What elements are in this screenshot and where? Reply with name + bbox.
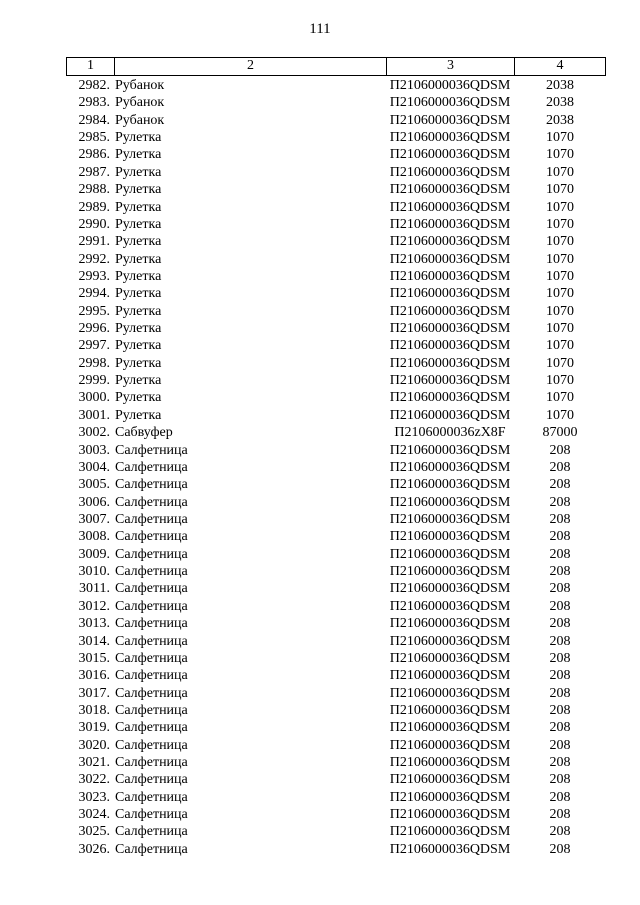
row-number: 3008. xyxy=(78,529,110,545)
item-quantity: 208 xyxy=(549,459,571,475)
item-name: Салфетница xyxy=(115,789,188,805)
table-row xyxy=(66,77,606,94)
item-code: П2106000036QDSM xyxy=(389,286,511,302)
item-quantity: 208 xyxy=(549,772,571,788)
item-name: Салфетница xyxy=(115,772,188,788)
row-number: 3017. xyxy=(78,685,110,701)
table-row xyxy=(66,146,606,163)
table-row xyxy=(66,424,606,441)
item-quantity: 208 xyxy=(549,477,571,493)
row-number: 3026. xyxy=(78,841,110,857)
table-row xyxy=(66,650,606,667)
table-header xyxy=(66,57,606,76)
item-code: П2106000036QDSM xyxy=(389,702,511,718)
row-number: 3005. xyxy=(78,477,110,493)
table-row xyxy=(66,129,606,146)
item-code: П2106000036QDSM xyxy=(389,407,511,423)
row-number: 3020. xyxy=(78,737,110,753)
item-name: Рулетка xyxy=(115,130,162,146)
table-row xyxy=(66,251,606,268)
row-number: 3006. xyxy=(78,494,110,510)
row-number: 3013. xyxy=(78,616,110,632)
row-number: 2997. xyxy=(78,338,110,354)
row-number: 3015. xyxy=(78,650,110,666)
item-name: Салфетница xyxy=(115,807,188,823)
item-quantity: 1070 xyxy=(546,321,574,337)
item-code: П2106000036QDSM xyxy=(389,338,511,354)
row-number: 3022. xyxy=(78,772,110,788)
row-number: 3025. xyxy=(78,824,110,840)
table-row xyxy=(66,719,606,736)
item-name: Салфетница xyxy=(115,477,188,493)
item-code: П2106000036QDSM xyxy=(389,755,511,771)
item-name: Рубанок xyxy=(115,78,165,93)
row-number: 2984. xyxy=(78,112,110,128)
table-row xyxy=(66,737,606,754)
item-name: Рулетка xyxy=(115,164,162,180)
row-number: 3012. xyxy=(78,598,110,614)
item-quantity: 208 xyxy=(549,650,571,666)
item-quantity: 208 xyxy=(549,442,571,458)
item-code: П2106000036QDSM xyxy=(389,529,511,545)
item-code: П2106000036QDSM xyxy=(389,546,511,562)
item-quantity: 1070 xyxy=(546,390,574,406)
item-quantity: 208 xyxy=(549,616,571,632)
table-row xyxy=(66,841,606,858)
table-row xyxy=(66,355,606,372)
column-header-2: 2 xyxy=(114,58,386,75)
item-code: П2106000036QDSM xyxy=(389,303,511,319)
table-row xyxy=(66,337,606,354)
item-name: Рулетка xyxy=(115,147,162,163)
item-name: Сабвуфер xyxy=(115,425,173,441)
item-name: Рулетка xyxy=(115,338,162,354)
item-quantity: 1070 xyxy=(546,338,574,354)
item-quantity: 208 xyxy=(549,494,571,510)
item-name: Рулетка xyxy=(115,216,162,232)
row-number: 2994. xyxy=(78,286,110,302)
row-number: 2990. xyxy=(78,216,110,232)
table-row xyxy=(66,494,606,511)
row-number: 2986. xyxy=(78,147,110,163)
item-name: Рубанок xyxy=(115,112,165,128)
item-name: Салфетница xyxy=(115,459,188,475)
item-quantity: 208 xyxy=(549,685,571,701)
item-name: Рулетка xyxy=(115,321,162,337)
item-code: П2106000036QDSM xyxy=(389,494,511,510)
item-name: Салфетница xyxy=(115,633,188,649)
table-row xyxy=(66,702,606,719)
table-row xyxy=(66,285,606,302)
item-name: Салфетница xyxy=(115,668,188,684)
row-number: 2988. xyxy=(78,182,110,198)
table-row xyxy=(66,320,606,337)
item-name: Рулетка xyxy=(115,268,162,284)
row-number: 2991. xyxy=(78,234,110,250)
item-quantity: 208 xyxy=(549,737,571,753)
row-number: 3001. xyxy=(78,407,110,423)
item-code: П2106000036QDSM xyxy=(389,564,511,580)
table-row xyxy=(66,563,606,580)
item-code: П2106000036QDSM xyxy=(389,373,511,389)
item-quantity: 1070 xyxy=(546,216,574,232)
item-name: Рулетка xyxy=(115,234,162,250)
item-name: Салфетница xyxy=(115,616,188,632)
row-number: 2996. xyxy=(78,321,110,337)
item-name: Салфетница xyxy=(115,564,188,580)
table-row xyxy=(66,112,606,129)
item-quantity: 208 xyxy=(549,789,571,805)
item-quantity: 2038 xyxy=(546,112,574,128)
item-quantity: 208 xyxy=(549,702,571,718)
item-quantity: 208 xyxy=(549,581,571,597)
item-quantity: 1070 xyxy=(546,199,574,215)
item-name: Рубанок xyxy=(115,95,165,111)
item-quantity: 1070 xyxy=(546,303,574,319)
item-name: Салфетница xyxy=(115,737,188,753)
row-number: 3000. xyxy=(78,390,110,406)
item-code: П2106000036QDSM xyxy=(389,164,511,180)
item-code: П2106000036QDSM xyxy=(389,633,511,649)
item-code: П2106000036QDSM xyxy=(389,459,511,475)
item-code: П2106000036QDSM xyxy=(389,772,511,788)
item-name: Салфетница xyxy=(115,824,188,840)
item-code: П2106000036QDSM xyxy=(389,668,511,684)
row-number: 3024. xyxy=(78,807,110,823)
row-number: 3016. xyxy=(78,668,110,684)
item-name: Салфетница xyxy=(115,511,188,527)
item-name: Салфетница xyxy=(115,841,188,857)
item-quantity: 208 xyxy=(549,668,571,684)
item-name: Салфетница xyxy=(115,685,188,701)
item-quantity: 208 xyxy=(549,529,571,545)
table-row xyxy=(66,615,606,632)
item-code: П2106000036QDSM xyxy=(389,737,511,753)
table-row xyxy=(66,216,606,233)
item-quantity: 2038 xyxy=(546,95,574,111)
item-name: Салфетница xyxy=(115,650,188,666)
table-row xyxy=(66,528,606,545)
item-code: П2106000036QDSM xyxy=(389,598,511,614)
table-row xyxy=(66,806,606,823)
table-row xyxy=(66,546,606,563)
table-row xyxy=(66,389,606,406)
table-row xyxy=(66,459,606,476)
item-code: П2106000036QDSM xyxy=(389,130,511,146)
item-quantity: 1070 xyxy=(546,234,574,250)
row-number: 3023. xyxy=(78,789,110,805)
table-row xyxy=(66,771,606,788)
item-name: Рулетка xyxy=(115,373,162,389)
item-quantity: 1070 xyxy=(546,130,574,146)
item-code: П2106000036QDSM xyxy=(389,321,511,337)
item-quantity: 1070 xyxy=(546,251,574,267)
item-code: П2106000036QDSM xyxy=(389,112,511,128)
item-quantity: 208 xyxy=(549,598,571,614)
item-quantity: 208 xyxy=(549,824,571,840)
table-row xyxy=(66,372,606,389)
item-name: Рулетка xyxy=(115,407,162,423)
row-number: 3010. xyxy=(78,564,110,580)
row-number: 3021. xyxy=(78,755,110,771)
item-code: П2106000036zX8F xyxy=(394,425,506,441)
row-number: 2992. xyxy=(78,251,110,267)
row-number: 3003. xyxy=(78,442,110,458)
item-quantity: 208 xyxy=(549,564,571,580)
table-row xyxy=(66,233,606,250)
row-number: 2983. xyxy=(78,95,110,111)
row-number: 2999. xyxy=(78,373,110,389)
item-name: Рулетка xyxy=(115,286,162,302)
row-number: 3011. xyxy=(79,581,110,597)
row-number: 3004. xyxy=(78,459,110,475)
row-number: 2982. xyxy=(78,78,110,93)
item-code: П2106000036QDSM xyxy=(389,685,511,701)
row-number: 2985. xyxy=(78,130,110,146)
item-code: П2106000036QDSM xyxy=(389,147,511,163)
column-header-3: 3 xyxy=(386,58,514,75)
item-code: П2106000036QDSM xyxy=(389,234,511,250)
table-body xyxy=(66,77,606,858)
table-row xyxy=(66,789,606,806)
item-quantity: 208 xyxy=(549,755,571,771)
item-code: П2106000036QDSM xyxy=(389,511,511,527)
item-code: П2106000036QDSM xyxy=(389,807,511,823)
item-name: Салфетница xyxy=(115,529,188,545)
table-row xyxy=(66,511,606,528)
table-row xyxy=(66,598,606,615)
item-quantity: 1070 xyxy=(546,355,574,371)
item-quantity: 87000 xyxy=(542,425,578,441)
table-row xyxy=(66,268,606,285)
row-number: 2987. xyxy=(78,164,110,180)
item-code: П2106000036QDSM xyxy=(389,616,511,632)
table-row xyxy=(66,580,606,597)
item-code: П2106000036QDSM xyxy=(389,720,511,736)
item-quantity: 1070 xyxy=(546,286,574,302)
row-number: 3014. xyxy=(78,633,110,649)
row-number: 2993. xyxy=(78,268,110,284)
item-name: Салфетница xyxy=(115,702,188,718)
item-code: П2106000036QDSM xyxy=(389,442,511,458)
item-quantity: 1070 xyxy=(546,268,574,284)
item-quantity: 1070 xyxy=(546,407,574,423)
item-quantity: 208 xyxy=(549,511,571,527)
table-row xyxy=(66,476,606,493)
item-code: П2106000036QDSM xyxy=(389,581,511,597)
row-number: 2989. xyxy=(78,199,110,215)
item-code: П2106000036QDSM xyxy=(389,199,511,215)
item-name: Салфетница xyxy=(115,494,188,510)
table-row xyxy=(66,667,606,684)
row-number: 3002. xyxy=(78,425,110,441)
item-quantity: 208 xyxy=(549,633,571,649)
table-row xyxy=(66,199,606,216)
item-code: П2106000036QDSM xyxy=(389,251,511,267)
table-row xyxy=(66,181,606,198)
item-quantity: 1070 xyxy=(546,147,574,163)
item-code: П2106000036QDSM xyxy=(389,824,511,840)
item-name: Салфетница xyxy=(115,598,188,614)
item-code: П2106000036QDSM xyxy=(389,390,511,406)
item-name: Рулетка xyxy=(115,390,162,406)
item-code: П2106000036QDSM xyxy=(389,841,511,857)
item-quantity: 208 xyxy=(549,841,571,857)
table-row xyxy=(66,94,606,111)
item-name: Рулетка xyxy=(115,251,162,267)
item-code: П2106000036QDSM xyxy=(389,95,511,111)
item-name: Рулетка xyxy=(115,182,162,198)
table-row xyxy=(66,303,606,320)
row-number: 2995. xyxy=(78,303,110,319)
item-quantity: 208 xyxy=(549,546,571,562)
item-code: П2106000036QDSM xyxy=(389,789,511,805)
item-name: Рулетка xyxy=(115,355,162,371)
table-row xyxy=(66,407,606,424)
item-name: Салфетница xyxy=(115,720,188,736)
item-quantity: 208 xyxy=(549,807,571,823)
page-number: 111 xyxy=(309,21,331,37)
table-row xyxy=(66,633,606,650)
table-row xyxy=(66,685,606,702)
item-code: П2106000036QDSM xyxy=(389,355,511,371)
item-code: П2106000036QDSM xyxy=(389,216,511,232)
row-number: 3007. xyxy=(78,511,110,527)
column-header-1: 1 xyxy=(66,58,114,75)
item-name: Салфетница xyxy=(115,442,188,458)
table-row xyxy=(66,164,606,181)
item-quantity: 1070 xyxy=(546,373,574,389)
item-quantity: 2038 xyxy=(546,78,574,93)
row-number: 2998. xyxy=(78,355,110,371)
item-name: Рулетка xyxy=(115,199,162,215)
item-name: Салфетница xyxy=(115,546,188,562)
item-quantity: 1070 xyxy=(546,164,574,180)
item-name: Салфетница xyxy=(115,581,188,597)
inventory-table xyxy=(66,57,606,858)
item-code: П2106000036QDSM xyxy=(389,78,511,93)
table-row xyxy=(66,754,606,771)
table-row xyxy=(66,823,606,840)
item-quantity: 1070 xyxy=(546,182,574,198)
item-code: П2106000036QDSM xyxy=(389,650,511,666)
table-row xyxy=(66,442,606,459)
item-code: П2106000036QDSM xyxy=(389,477,511,493)
row-number: 3019. xyxy=(78,720,110,736)
item-code: П2106000036QDSM xyxy=(389,182,511,198)
item-quantity: 208 xyxy=(549,720,571,736)
row-number: 3009. xyxy=(78,546,110,562)
item-name: Рулетка xyxy=(115,303,162,319)
item-code: П2106000036QDSM xyxy=(389,268,511,284)
item-name: Салфетница xyxy=(115,755,188,771)
column-header-4: 4 xyxy=(514,58,606,75)
row-number: 3018. xyxy=(78,702,110,718)
